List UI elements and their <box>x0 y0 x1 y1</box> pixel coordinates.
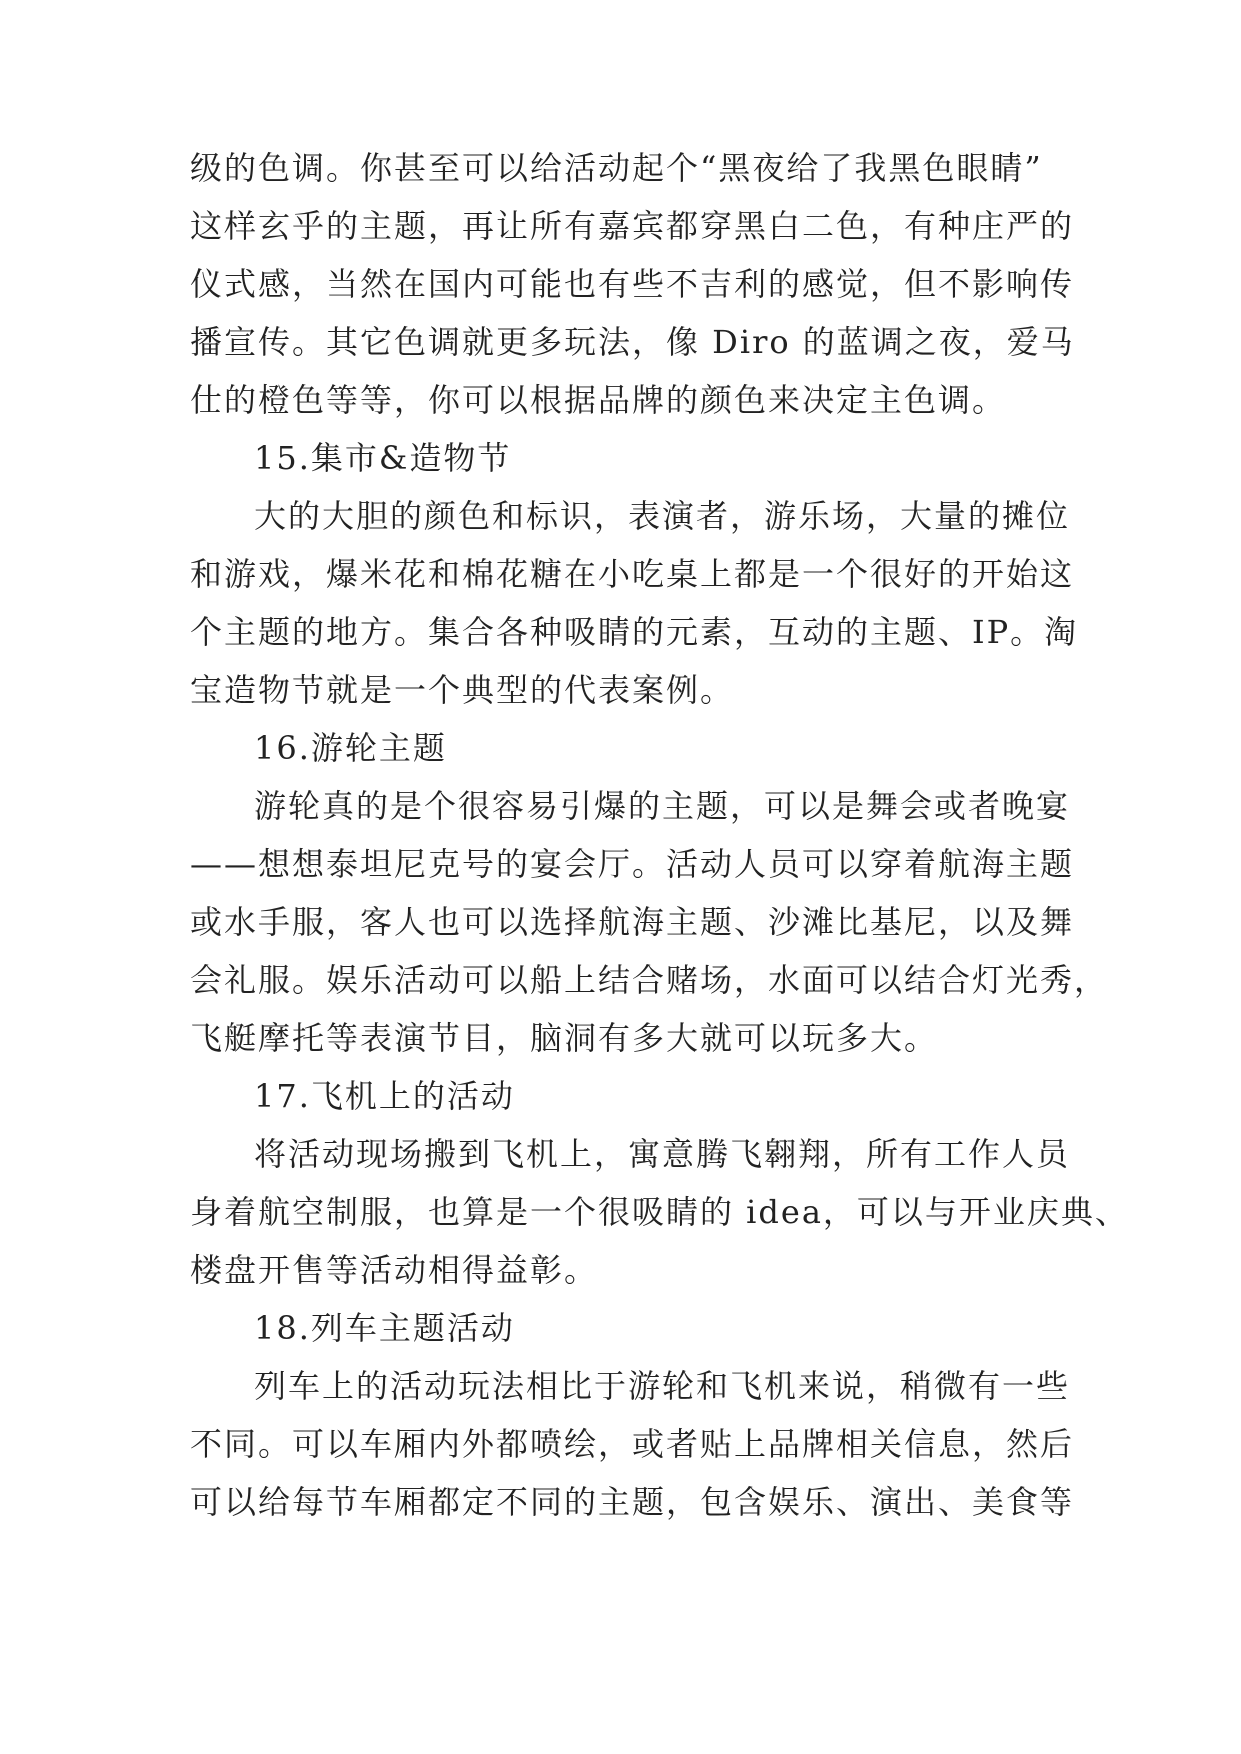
body-text-line: 宝造物节就是一个典型的代表案例。 <box>190 671 735 709</box>
body-text-line: 级的色调。你甚至可以给活动起个“黑夜给了我黑色眼睛” <box>190 149 1043 187</box>
body-text-line: 游轮真的是个很容易引爆的主题，可以是舞会或者晚宴 <box>254 787 1071 825</box>
body-text-line: 和游戏，爆米花和棉花糖在小吃桌上都是一个很好的开始这 <box>190 555 1075 593</box>
body-text-line: 这样玄乎的主题，再让所有嘉宾都穿黑白二色，有种庄严的 <box>190 207 1075 245</box>
section-heading: 18.列车主题活动 <box>254 1309 515 1347</box>
body-text-line: ——想想泰坦尼克号的宴会厅。活动人员可以穿着航海主题 <box>190 845 1075 883</box>
body-text-line: 或水手服，客人也可以选择航海主题、沙滩比基尼，以及舞 <box>190 903 1075 941</box>
body-text-line: 播宣传。其它色调就更多玩法，像 Diro 的蓝调之夜，爱马 <box>190 323 1075 361</box>
body-text-line: 不同。可以车厢内外都喷绘，或者贴上品牌相关信息，然后 <box>190 1425 1075 1463</box>
body-text-line: 将活动现场搬到飞机上，寓意腾飞翱翔，所有工作人员 <box>254 1135 1071 1173</box>
section-heading: 16.游轮主题 <box>254 729 447 767</box>
body-text-line: 会礼服。娱乐活动可以船上结合赌场，水面可以结合灯光秀， <box>190 961 1109 999</box>
body-text-line: 仕的橙色等等，你可以根据品牌的颜色来决定主色调。 <box>190 381 1007 419</box>
section-heading: 17.飞机上的活动 <box>254 1077 515 1115</box>
body-text-line: 仪式感，当然在国内可能也有些不吉利的感觉，但不影响传 <box>190 265 1075 303</box>
body-text-line: 楼盘开售等活动相得益彰。 <box>190 1251 599 1289</box>
body-text-line: 列车上的活动玩法相比于游轮和飞机来说，稍微有一些 <box>254 1367 1071 1405</box>
body-text-line: 大的大胆的颜色和标识，表演者，游乐场，大量的摊位 <box>254 497 1071 535</box>
body-text-line: 身着航空制服，也算是一个很吸睛的 idea，可以与开业庆典、 <box>190 1193 1129 1231</box>
body-text-line: 飞艇摩托等表演节目，脑洞有多大就可以玩多大。 <box>190 1019 939 1057</box>
body-text-line: 可以给每节车厢都定不同的主题，包含娱乐、演出、美食等 <box>190 1483 1075 1521</box>
section-heading: 15.集市&造物节 <box>254 439 512 477</box>
body-text-line: 个主题的地方。集合各种吸睛的元素，互动的主题、IP。淘 <box>190 613 1079 651</box>
